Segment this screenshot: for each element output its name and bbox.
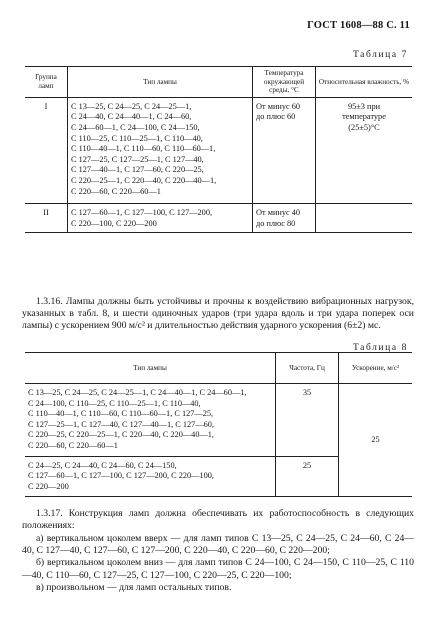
- list-item: а) вертикальном цоколем вверх — для ламп типов С 13—25, С 24—25, С 24—60, С 24—40, С 127—40, С 127—60, С 127—200, С 220—40, С 220—60, С 220—200;: [22, 533, 414, 557]
- lamp-type-line: С 220—25—1, С 220—40, С 220—40—1,: [71, 175, 217, 185]
- lamp-types-cell: [25, 384, 276, 457]
- table-row: [25, 97, 412, 203]
- table-7-header-humidity: Относительная влажность, %: [316, 67, 413, 98]
- table-7-caption: Таблица 7: [352, 50, 408, 60]
- lamp-type-line: С 220—100, С 220—200: [71, 218, 157, 228]
- lamp-type-line: С 127—60—1, С 127—100, С 127—200,: [71, 208, 213, 218]
- acceleration-cell: 25: [339, 384, 413, 497]
- table-8-header-acceleration: Ускорение, м/с²: [339, 353, 413, 384]
- lamp-type-line: С 220—25, С 220—25—1, С 220—40, С 220—40—1,: [28, 430, 214, 440]
- group-cell: I: [44, 101, 48, 111]
- temperature-line: до плюс 60: [256, 112, 296, 122]
- table-7-header-type: Тип лампы: [68, 67, 253, 98]
- page-header: ГОСТ 1608—88 С. 11: [307, 20, 410, 31]
- lamp-type-line: С 110—40—1, С 110—60, С 110—60—1,: [71, 144, 216, 154]
- lamp-type-line: С 220—60, С 220—60—1: [28, 440, 118, 450]
- group-cell: II: [25, 204, 68, 233]
- table-7: [25, 66, 412, 233]
- lamp-type-line: С 220—200: [28, 481, 69, 491]
- lamp-type-line: С 24—25, С 24—40, С 24—60, С 24—150,: [28, 460, 177, 470]
- lamp-type-line: С 13—25, С 24—25, С 24—25—1, С 24—40—1, С 24—60—1,: [28, 388, 247, 397]
- humidity-cell: [316, 97, 413, 203]
- table-8-header-type: Тип лампы: [25, 353, 276, 384]
- lamp-type-line: С 24—40, С 24—40—1, С 24—60,: [71, 112, 192, 122]
- temperature-cell: [253, 97, 316, 203]
- humidity-cell: [316, 204, 413, 233]
- lamp-types-cell: [25, 456, 276, 497]
- lamp-type-line: С 24—100, С 110—25, С 110—25—1, С 110—40,: [28, 398, 201, 408]
- lamp-type-line: С 127—25, С 127—25—1, С 127—40,: [71, 154, 204, 164]
- temperature-line: до плюс 80: [256, 218, 296, 228]
- list-item: в) произвольном — для ламп остальных типов.: [36, 581, 232, 593]
- table-8: [25, 352, 412, 497]
- table-7-header-temp: Температура окружающей среды, °С: [253, 67, 316, 98]
- lamp-type-line: С 13—25, С 24—25, С 24—25—1,: [71, 101, 192, 111]
- positions-list: [22, 533, 414, 594]
- table-row: [25, 384, 412, 457]
- lamp-type-line: С 127—40—1, С 127—60, С 220—25,: [71, 165, 204, 175]
- lamp-type-line: С 127—25—1, С 127—40, С 127—40—1, С 127—60,: [28, 419, 214, 429]
- lamp-type-line: С 110—40—1, С 110—60, С 110—60—1, С 127—25,: [28, 409, 214, 419]
- paragraph-1-3-16: 1.3.16. Лампы должны быть устойчивы и прочны к воздействию вибрационных нагрузок, указанных в табл. 8, и шести одиночных ударов (три удара вдоль и три удара поперек оси лампы) с ускорением 900 м/с² и длительностью действия ударного ускорения (6±2) мс.: [22, 296, 414, 332]
- frequency-cell: 35: [276, 384, 339, 457]
- temperature-line: От минус 40: [256, 208, 301, 218]
- list-item: б) вертикальном цоколем вниз — для ламп типов С 24—100, С 24—150, С 110—25, С 110—40, С 110—60, С 127—25, С 127—100, С 220—25, С 220—100;: [22, 557, 414, 581]
- humidity-line: (25±5)°С: [348, 122, 380, 132]
- table-8-caption: Таблица 8: [352, 343, 408, 353]
- table-8-header-frequency: Частота, Гц: [276, 353, 339, 384]
- table-row: [25, 204, 412, 233]
- table-7-header-group: Группа ламп: [25, 67, 68, 98]
- frequency-cell: 25: [276, 456, 339, 497]
- temperature-cell: [253, 204, 316, 233]
- paragraph-1-3-17: 1.3.17. Конструкция ламп должна обеспечивать их работоспособность в следующих положениях:: [22, 508, 414, 532]
- humidity-line: температуре: [342, 112, 386, 122]
- lamp-type-line: С 220—60, С 220—60—1: [71, 186, 161, 196]
- lamp-types-cell: [68, 97, 253, 203]
- lamp-type-line: С 110—25, С 110—25—1, С 110—40,: [71, 133, 203, 143]
- lamp-type-line: С 24—60—1, С 24—100, С 24—150,: [71, 122, 200, 132]
- lamp-type-line: С 127—60—1, С 127—100, С 127—200, С 220—100,: [28, 471, 214, 481]
- temperature-line: От минус 60: [256, 101, 301, 111]
- humidity-line: 95±3 при: [347, 101, 381, 111]
- lamp-types-cell: [68, 204, 253, 233]
